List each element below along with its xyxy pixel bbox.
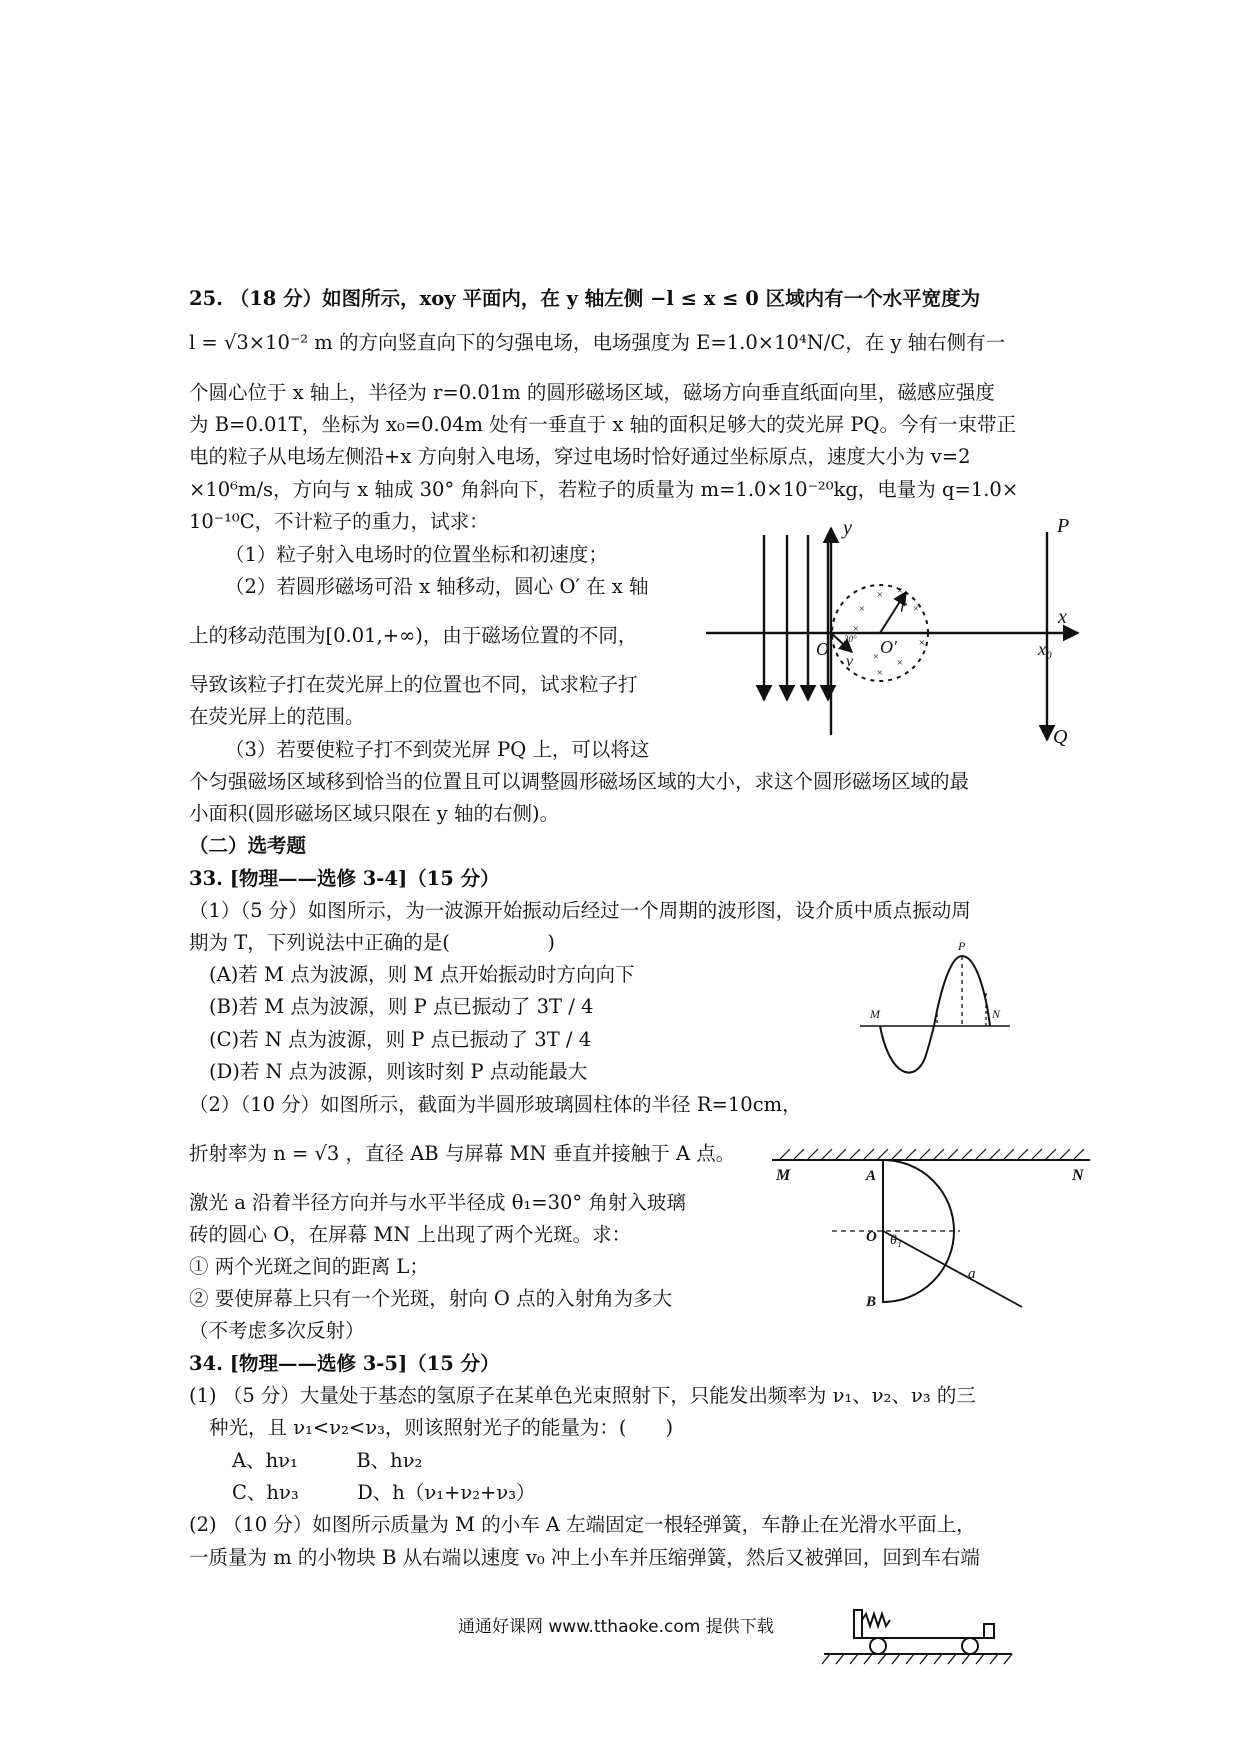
glass-label-a: A <box>866 1168 877 1184</box>
q33-p2-line-2: 折射率为 n = √3 ，直径 AB 与屏幕 MN 垂直并接触于 A 点。 <box>189 1142 736 1165</box>
q33-p2-line-3: 激光 a 沿着半径方向并与水平半径成 θ₁=30° 角射入玻璃 <box>189 1191 686 1214</box>
label-x: x <box>1058 606 1067 628</box>
spring <box>862 1614 890 1626</box>
q33-p2-line-7: （不考虑多次反射） <box>189 1319 365 1342</box>
label-30deg: 30° <box>844 634 857 644</box>
wave-label-m: M <box>870 1007 880 1021</box>
glass-label-n: N <box>1072 1167 1084 1184</box>
x-mark-6: × <box>918 637 926 649</box>
q25-line-5: 电的粒子从电场左侧沿+x 方向射入电场，穿过电场时恰好通过坐标原点，速度大小为 v=2 <box>189 445 971 468</box>
x-mark-3: × <box>858 603 866 615</box>
q25-line-7: 10⁻¹⁰C，不计粒子的重力，试求： <box>189 510 489 533</box>
wave-label-n: N <box>992 1007 1001 1021</box>
waveform <box>880 956 990 1073</box>
wave-label-p: P <box>958 939 966 953</box>
x-mark-8: × <box>896 657 904 669</box>
q34-options-row-2: C、hν₃ D、h（ν₁+ν₂+ν₃） <box>232 1481 536 1504</box>
x-mark-2: × <box>896 585 904 597</box>
q25-line-15: 小面积(圆形磁场区域只限在 y 轴的右侧)。 <box>189 802 560 825</box>
wave-figure <box>860 938 1020 1098</box>
q25-line-3: 个圆心位于 x 轴上，半径为 r=0.01m 的圆形磁场区域，磁场方向垂直纸面向里，磁感应强度 <box>189 381 995 404</box>
glass-figure <box>770 1140 1100 1310</box>
label-y: y <box>843 517 852 539</box>
q33-p1-line-1: （1）（5 分）如图所示，为一波源开始振动后经过一个周期的波形图，设介质中质点振动周 <box>189 899 971 922</box>
glass-label-b: B <box>866 1294 877 1310</box>
q25-line-10: 上的移动范围为[0.01,+∞)，由于磁场位置的不同， <box>189 624 638 647</box>
q25-line-1: 25. （18 分）如图所示，xoy 平面内，在 y 轴左侧 −l ≤ x ≤ 0 区域内有一个水平宽度为 <box>189 287 981 310</box>
q25-line-14: 个匀强磁场区域移到恰当的位置且可以调整圆形磁场区域的大小，求这个圆形磁场区域的最 <box>189 770 970 793</box>
x-mark-7: × <box>872 651 880 663</box>
q34-p1-line-2: 种光，且 ν₁<ν₂<ν₃，则该照射光子的能量为：( ) <box>209 1416 674 1439</box>
section-title: （二）选考题 <box>189 834 307 857</box>
glass-label-theta: θ₁ <box>890 1233 902 1248</box>
q25-line-6: ×10⁶m/s，方向与 x 轴成 30° 角斜向下，若粒子的质量为 m=1.0×10⁻²⁰kg，电量为 q=1.0× <box>189 478 1019 501</box>
q34-p2-line-1: (2) （10 分）如图所示质量为 M 的小车 A 左端固定一根轻弹簧，车静止在光滑水平面上， <box>189 1513 976 1536</box>
q33-p1-line-2: 期为 T，下列说法中正确的是( ) <box>189 931 555 954</box>
q25-line-9: （2）若圆形磁场可沿 x 轴移动，圆心 O′ 在 x 轴 <box>225 575 649 598</box>
footer-source: 通通好课网 www.tthaoke.com 提供下载 <box>458 1617 774 1637</box>
q25-line-11: 导致该粒子打在荧光屏上的位置也不同，试求粒子打 <box>189 673 638 696</box>
q33-p2-line-1: （2）（10 分）如图所示，截面为半圆形玻璃圆柱体的半径 R=10cm， <box>189 1093 802 1116</box>
x-mark-5: × <box>852 623 860 635</box>
q34-p1-line-1: (1) （5 分）大量处于基态的氢原子在某单色光束照射下，只能发出频率为 ν₁、ν₂、ν₃ 的三 <box>189 1384 976 1407</box>
q25-line-2: l = √3×10⁻² m 的方向竖直向下的匀强电场，电场强度为 E=1.0×10⁴N/C，在 y 轴右侧有一 <box>189 331 1006 354</box>
label-o: O <box>816 639 829 659</box>
q33-heading: 33. [物理——选修 3-4]（15 分） <box>189 867 500 890</box>
q34-p2-line-2: 一质量为 m 的小物块 B 从右端以速度 v₀ 冲上小车并压缩弹簧，然后又被弹回，回到车右端 <box>189 1546 980 1569</box>
cart-figure <box>820 1608 1020 1668</box>
x-mark-9: × <box>876 667 884 679</box>
glass-label-o: O <box>866 1229 877 1245</box>
label-o-prime: O′ <box>880 637 897 657</box>
q34-options-row-1: A、hν₁ B、hν₂ <box>232 1449 423 1472</box>
q33-option-a: (A)若 M 点为波源，则 M 点开始振动时方向向下 <box>209 963 635 986</box>
x-mark-4: × <box>912 603 920 615</box>
x-mark-1: × <box>876 589 884 601</box>
q25-line-8: （1）粒子射入电场时的位置坐标和初速度； <box>225 543 608 566</box>
q33-p2-line-4: 砖的圆心 O，在屏幕 MN 上出现了两个光斑。求： <box>189 1223 632 1246</box>
q25-field-figure <box>700 515 1080 760</box>
label-x0: x₀ <box>1038 639 1053 659</box>
q25-line-4: 为 B=0.01T，坐标为 x₀=0.04m 处有一垂直于 x 轴的面积足够大的荧光屏 PQ。今有一束带正 <box>189 413 1016 436</box>
q33-option-d: (D)若 N 点为波源，则该时刻 P 点动能最大 <box>209 1060 588 1083</box>
glass-label-laser: a <box>968 1266 976 1282</box>
q33-p2-line-6: ② 要使屏幕上只有一个光斑，射向 O 点的入射角为多大 <box>189 1287 673 1310</box>
q33-option-c: (C)若 N 点为波源，则 P 点已振动了 3T / 4 <box>209 1028 592 1051</box>
label-q: Q <box>1053 726 1068 748</box>
q25-line-12: 在荧光屏上的范围。 <box>189 705 365 728</box>
label-p: P <box>1057 515 1070 537</box>
glass-label-m: M <box>776 1167 791 1184</box>
label-r: r <box>900 596 908 616</box>
q25-line-13: （3）若要使粒子打不到荧光屏 PQ 上，可以将这 <box>225 738 650 761</box>
label-v: v <box>846 653 854 670</box>
q33-p2-line-5: ① 两个光斑之间的距离 L； <box>189 1255 429 1278</box>
q34-heading: 34. [物理——选修 3-5]（15 分） <box>189 1352 500 1375</box>
electric-field-lines <box>764 535 828 700</box>
q33-option-b: (B)若 M 点为波源，则 P 点已振动了 3T / 4 <box>209 995 594 1018</box>
